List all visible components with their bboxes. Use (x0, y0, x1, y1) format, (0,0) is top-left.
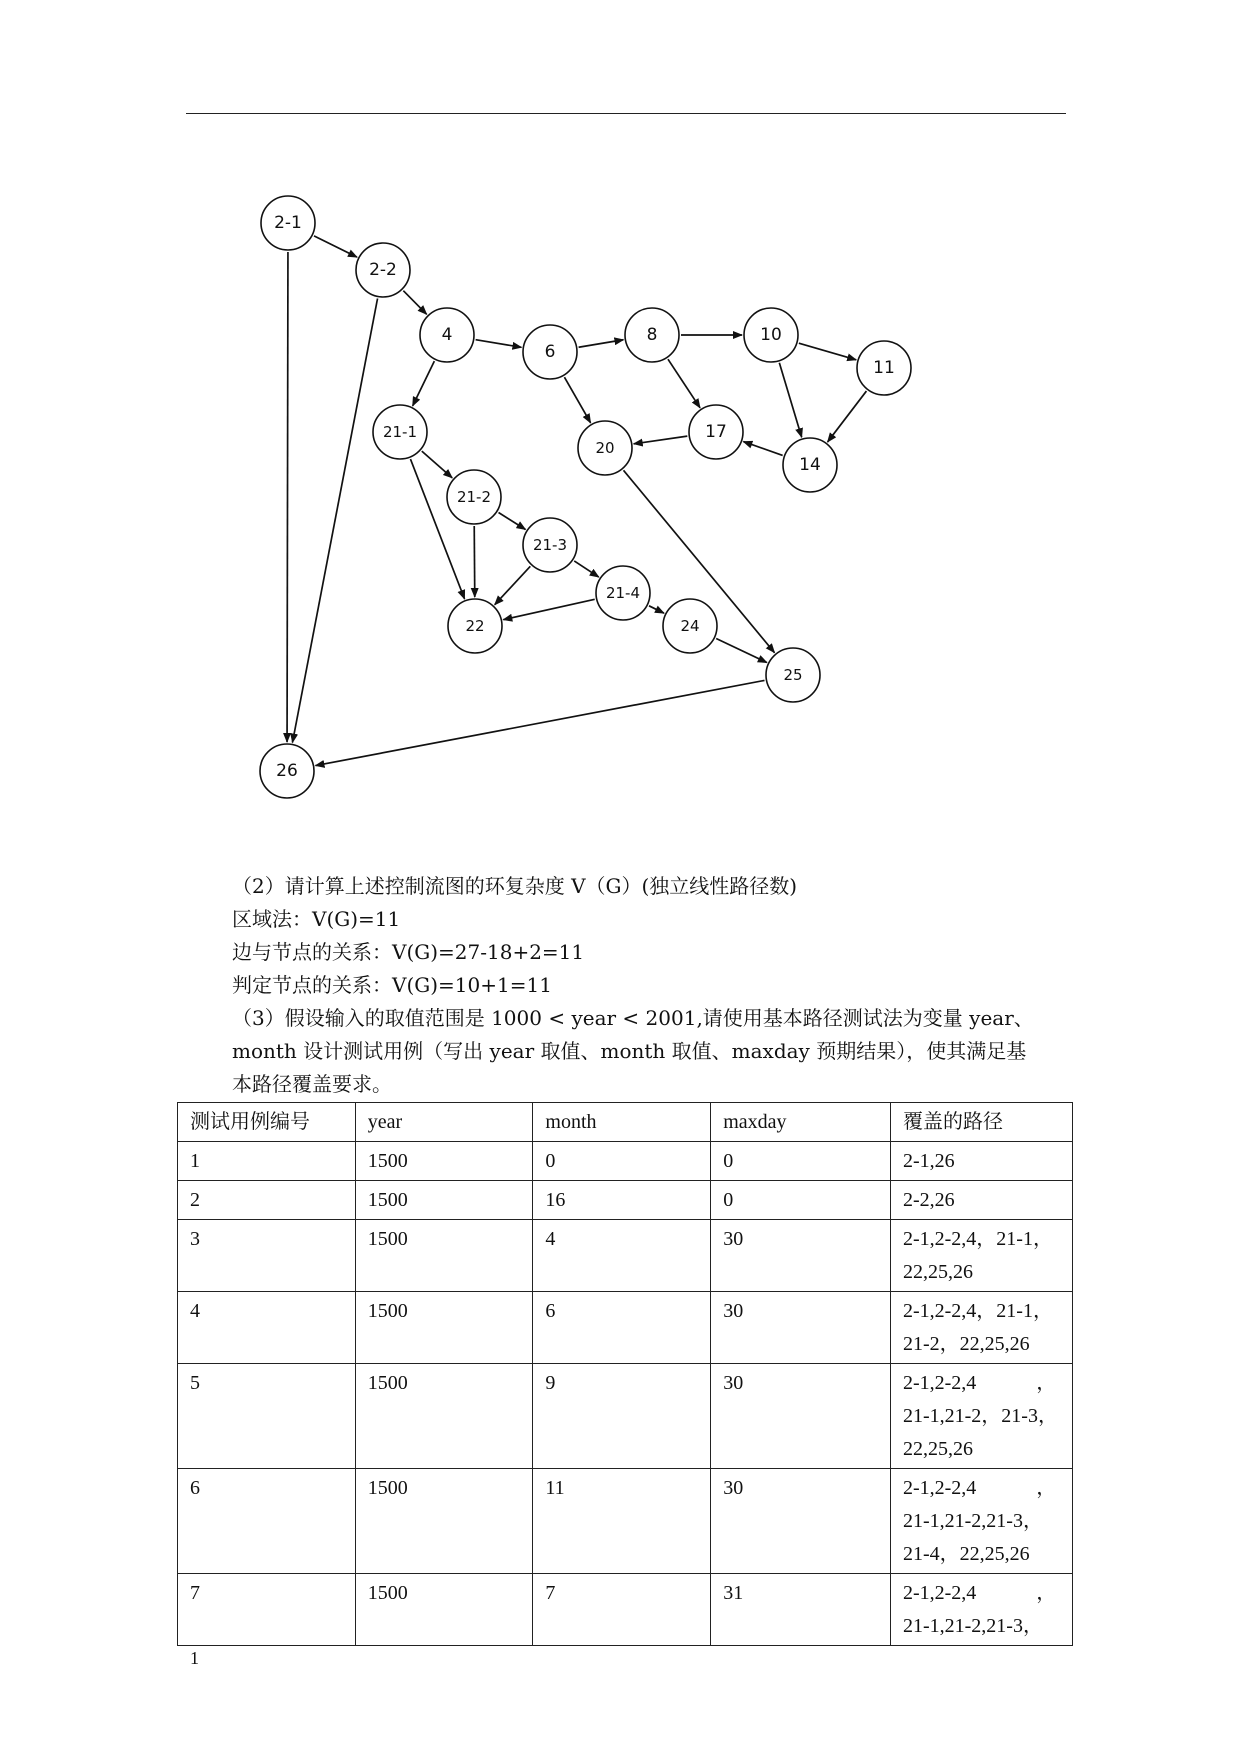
edge-25-to-26 (315, 680, 764, 765)
node-label: 21-3 (532, 536, 568, 554)
cell-path (890, 1364, 1072, 1469)
cell-year: 1500 (355, 1220, 533, 1292)
cell-month: 6 (533, 1292, 711, 1364)
node-2-1 (261, 196, 315, 250)
path-line: 21-1,21-2，21-3， (902, 1405, 1058, 1427)
node-22 (448, 599, 502, 653)
path-line: 2-2,26 (902, 1189, 955, 1211)
node-21-2 (447, 470, 501, 524)
node-label: 26 (276, 761, 298, 781)
node-14 (783, 438, 837, 492)
edge-2-2-to-4 (403, 291, 426, 315)
q3-line-1: （3）假设输入的取值范围是 1000 < year < 2001,请使用基本路径测试法为变量 year、 (232, 1006, 1034, 1030)
edge-4-to-21-1 (413, 361, 435, 406)
node-21-1 (373, 405, 427, 459)
edge-24-to-25 (716, 638, 767, 662)
cell-year: 1500 (355, 1142, 533, 1181)
node-label: 11 (873, 358, 895, 378)
node-label: 4 (441, 325, 453, 345)
header-year: year (355, 1103, 533, 1142)
node-17 (689, 405, 743, 459)
cell-month: 7 (533, 1574, 711, 1646)
node-21-3 (523, 518, 577, 572)
path-line: 21-2，22,25,26 (902, 1333, 1030, 1355)
node-20 (578, 421, 632, 475)
question-2-block (232, 870, 1062, 1101)
cell-maxday: 0 (711, 1181, 891, 1220)
node-8 (625, 308, 679, 362)
cell-case-id: 2 (178, 1181, 356, 1220)
edge-10-to-14 (779, 363, 801, 437)
edge-17-to-20 (634, 436, 688, 444)
table-row (178, 1469, 1073, 1574)
cell-month: 11 (533, 1469, 711, 1574)
path-line: 2-1,2-2,4 ， (902, 1477, 1057, 1499)
cell-case-id: 7 (178, 1574, 356, 1646)
cell-year: 1500 (355, 1181, 533, 1220)
cell-case-id: 3 (178, 1220, 356, 1292)
path-line: 2-1,2-2,4 ， (902, 1372, 1057, 1394)
test-case-table (177, 1102, 1073, 1646)
q2-region-method: 区域法：V(G)=11 (232, 907, 401, 931)
cell-maxday: 30 (711, 1292, 891, 1364)
node-24 (663, 599, 717, 653)
cell-year: 1500 (355, 1364, 533, 1469)
cell-path (890, 1142, 1072, 1181)
node-10 (744, 308, 798, 362)
cell-year: 1500 (355, 1292, 533, 1364)
header-path: 覆盖的路径 (890, 1103, 1072, 1142)
path-line: 21-4，22,25,26 (902, 1543, 1030, 1565)
table-row (178, 1574, 1073, 1646)
edge-6-to-8 (579, 340, 624, 347)
cell-path (890, 1181, 1072, 1220)
cell-maxday: 30 (711, 1469, 891, 1574)
node-label: 10 (760, 325, 782, 345)
edge-2-2-to-26 (292, 298, 377, 742)
cell-case-id: 4 (178, 1292, 356, 1364)
edge-10-to-11 (799, 343, 856, 360)
node-label: 2-2 (369, 260, 397, 280)
graph-nodes (260, 196, 911, 798)
cell-case-id: 5 (178, 1364, 356, 1469)
path-line: 2-1,2-2,4 ， (902, 1582, 1057, 1604)
cell-month: 9 (533, 1364, 711, 1469)
path-line: 21-1,21-2,21-3， (902, 1615, 1043, 1637)
path-line: 2-1,26 (902, 1150, 955, 1172)
node-label: 22 (465, 617, 485, 635)
node-label: 6 (544, 342, 556, 362)
q2-edges-nodes: 边与节点的关系：V(G)=27-18+2=11 (232, 940, 585, 964)
header-month: month (533, 1103, 711, 1142)
edge-21-3-to-22 (495, 566, 531, 604)
cell-path (890, 1292, 1072, 1364)
table-row (178, 1292, 1073, 1364)
node-label: 21-4 (605, 584, 641, 602)
cell-year: 1500 (355, 1574, 533, 1646)
node-label: 14 (799, 455, 821, 475)
q2-decision-nodes: 判定节点的关系：V(G)=10+1=11 (232, 973, 552, 997)
q3-line-3: 本路径覆盖要求。 (232, 1072, 392, 1096)
edge-8-to-17 (668, 359, 700, 408)
edge-2-1-to-26 (287, 252, 288, 742)
node-label: 24 (680, 617, 700, 635)
cell-case-id: 1 (178, 1142, 356, 1181)
cell-path (890, 1469, 1072, 1574)
node-label: 17 (705, 422, 727, 442)
cell-path (890, 1220, 1072, 1292)
table-header-row (178, 1103, 1073, 1142)
node-label: 2-1 (274, 213, 302, 233)
edge-21-2-to-21-3 (499, 512, 526, 529)
node-label: 8 (646, 325, 658, 345)
cell-month: 4 (533, 1220, 711, 1292)
node-label: 21-1 (382, 423, 418, 441)
edge-21-3-to-21-4 (574, 561, 599, 577)
edge-21-4-to-22 (503, 599, 594, 619)
page-number: 1 (190, 1648, 199, 1668)
header-maxday: maxday (711, 1103, 891, 1142)
node-label: 20 (595, 439, 615, 457)
edge-21-1-to-21-2 (422, 451, 452, 478)
edge-6-to-20 (564, 377, 590, 423)
node-26 (260, 744, 314, 798)
header-case-id: 测试用例编号 (178, 1103, 356, 1142)
node-label: 25 (783, 666, 803, 684)
cell-maxday: 30 (711, 1220, 891, 1292)
node-25 (766, 648, 820, 702)
edge-2-1-to-2-2 (314, 236, 357, 257)
q2-title: （2）请计算上述控制流图的环复杂度 V（G）(独立线性路径数) (232, 874, 798, 898)
cell-case-id: 6 (178, 1469, 356, 1574)
path-line: 21-1,21-2,21-3， (902, 1510, 1043, 1532)
control-flow-graph (0, 0, 1241, 830)
cell-maxday: 30 (711, 1364, 891, 1469)
node-11 (857, 341, 911, 395)
q3-line-2: month 设计测试用例（写出 year 取值、month 取值、maxday 预期结果），使其满足基 (232, 1039, 1027, 1063)
node-2-2 (356, 243, 410, 297)
cell-month: 16 (533, 1181, 711, 1220)
cell-maxday: 31 (711, 1574, 891, 1646)
edge-21-4-to-24 (649, 606, 664, 613)
table-row (178, 1220, 1073, 1292)
table-row (178, 1142, 1073, 1181)
edge-21-2-to-22 (474, 526, 475, 597)
table-row (178, 1181, 1073, 1220)
cell-year: 1500 (355, 1469, 533, 1574)
node-label: 21-2 (456, 488, 492, 506)
edge-14-to-17 (743, 442, 782, 456)
node-4 (420, 308, 474, 362)
path-line: 2-1,2-2,4，21-1， (902, 1228, 1053, 1250)
table-row (178, 1364, 1073, 1469)
cell-maxday: 0 (711, 1142, 891, 1181)
cell-month: 0 (533, 1142, 711, 1181)
edge-11-to-14 (828, 391, 867, 442)
node-21-4 (596, 566, 650, 620)
path-line: 22,25,26 (902, 1438, 973, 1460)
path-line: 22,25,26 (902, 1261, 973, 1283)
cell-path (890, 1574, 1072, 1646)
path-line: 2-1,2-2,4，21-1， (902, 1300, 1053, 1322)
table-body (178, 1142, 1073, 1646)
edge-4-to-6 (476, 340, 522, 348)
node-6 (523, 325, 577, 379)
